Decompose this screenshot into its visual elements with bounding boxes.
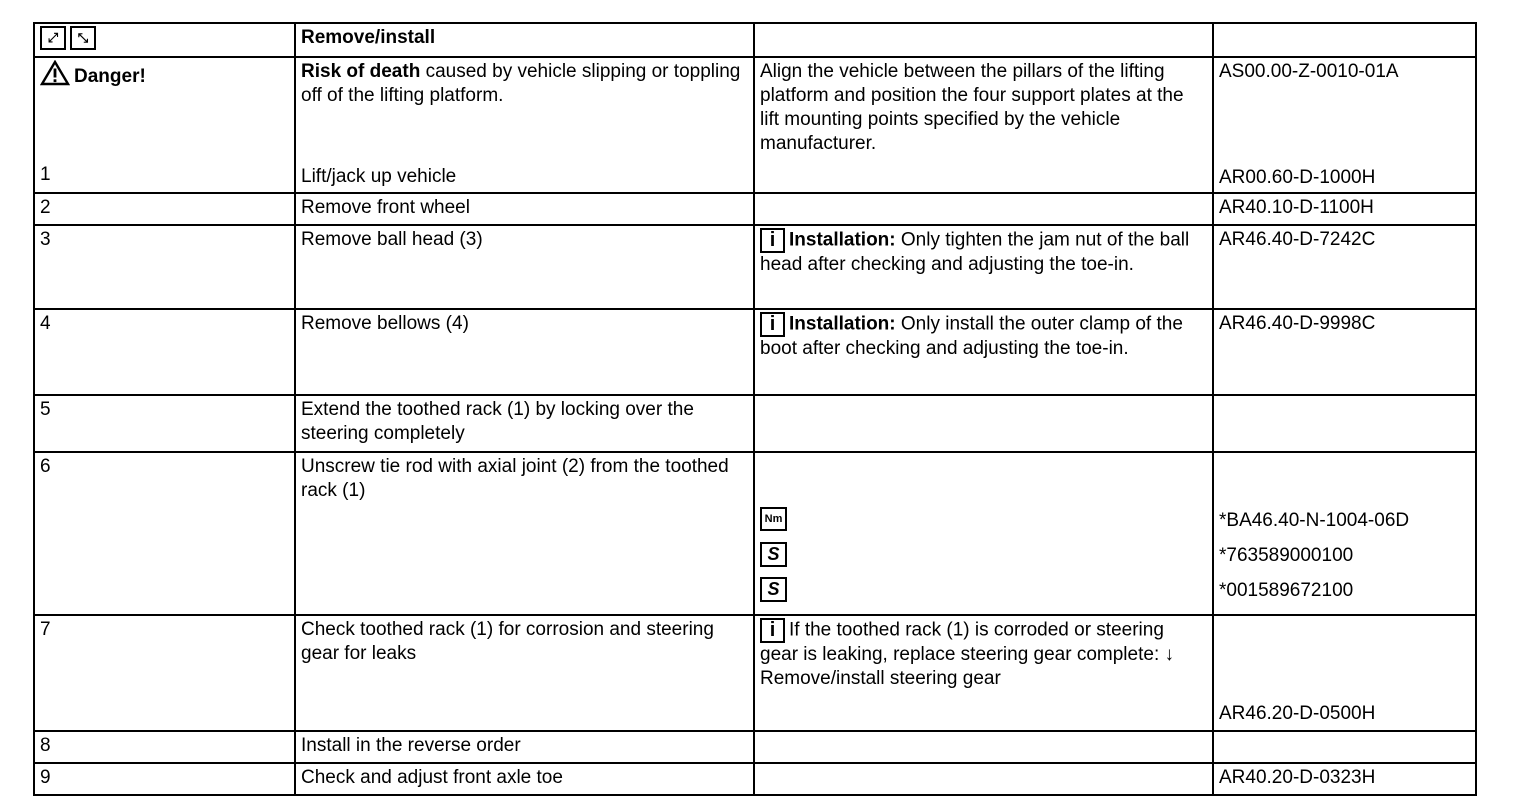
step-number: 5: [34, 395, 295, 452]
table-row: [34, 763, 1476, 795]
step-number: 3: [34, 225, 295, 309]
danger-title: Risk of death: [301, 61, 421, 82]
step-number: 6: [34, 452, 295, 615]
header-title: Remove/install: [295, 23, 754, 57]
step-number: 7: [34, 615, 295, 731]
table-row: [34, 193, 1476, 225]
danger-text: caused by vehicle slipping or toppling off of the lifting platform.: [301, 61, 741, 106]
table-row: [34, 615, 1476, 731]
item-ref: *001589672100: [1219, 580, 1354, 601]
step-ref: AR40.10-D-1100H: [1213, 193, 1476, 225]
step-text: Remove front wheel: [295, 193, 754, 225]
procedure-table: [33, 22, 1477, 796]
torque-nm-icon: Nm: [760, 507, 787, 531]
danger-label-wrap: [40, 66, 146, 87]
step-ref: AR00.60-D-1000H: [1219, 167, 1376, 188]
special-tool-icon: S: [760, 542, 787, 567]
step-text: Lift/jack up vehicle: [301, 166, 457, 187]
step-text: Extend the toothed rack (1) by locking over the steering completely: [295, 395, 754, 452]
item-ref: *BA46.40-N-1004-06D: [1219, 510, 1410, 531]
step-number: 4: [34, 309, 295, 395]
info-icon: i: [760, 228, 785, 253]
remove-icon: ⤢: [40, 26, 66, 50]
table-row-header: [34, 23, 1476, 57]
table-row: [34, 731, 1476, 763]
danger-note: Align the vehicle between the pillars of the lifting platform and position the four support plates at the lift mounting points specified by the vehicle manufacturer.: [760, 61, 1184, 154]
step-text: Install in the reverse order: [295, 731, 754, 763]
step-text: Remove ball head (3): [295, 225, 754, 309]
warning-triangle-icon: [40, 60, 70, 86]
note-label: Installation:: [789, 229, 896, 251]
danger-label: Danger!: [74, 66, 146, 87]
info-icon: i: [760, 618, 785, 643]
table-row: [34, 309, 1476, 395]
table-row: [34, 225, 1476, 309]
sub-text: Remove/install steering gear: [760, 668, 1001, 689]
step-ref: AR46.20-D-0500H: [1219, 703, 1376, 724]
step-number: 8: [34, 731, 295, 763]
install-icon: ⤡: [70, 26, 96, 50]
note-text: If the toothed rack (1) is corroded or steering gear is leaking, replace steering gear complete: ↓: [760, 619, 1175, 665]
step-text: Check and adjust front axle toe: [295, 763, 754, 795]
step-ref: AR46.40-D-9998C: [1213, 309, 1476, 395]
note-text: Only install the outer clamp of the boot after checking and adjusting the toe-in.: [760, 313, 1183, 359]
note-label: Installation:: [789, 313, 896, 335]
step-text: Check toothed rack (1) for corrosion and steering gear for leaks: [295, 615, 754, 731]
table-row: [34, 395, 1476, 452]
danger-ref: AS00.00-Z-0010-01A: [1219, 61, 1399, 82]
table-row: [34, 57, 1476, 193]
item-ref: *763589000100: [1219, 545, 1354, 566]
step-number: 9: [34, 763, 295, 795]
special-tool-icon: S: [760, 577, 787, 602]
note-text: Only tighten the jam nut of the ball head after checking and adjusting the toe-in.: [760, 229, 1190, 275]
step-ref: AR40.20-D-0323H: [1213, 763, 1476, 795]
step-number: 2: [34, 193, 295, 225]
step-text: Unscrew tie rod with axial joint (2) from the toothed rack (1): [295, 452, 754, 615]
step-text: Remove bellows (4): [295, 309, 754, 395]
step-ref: AR46.40-D-7242C: [1213, 225, 1476, 309]
table-row: [34, 452, 1476, 615]
info-icon: i: [760, 312, 785, 337]
step-number: 1: [40, 164, 51, 185]
